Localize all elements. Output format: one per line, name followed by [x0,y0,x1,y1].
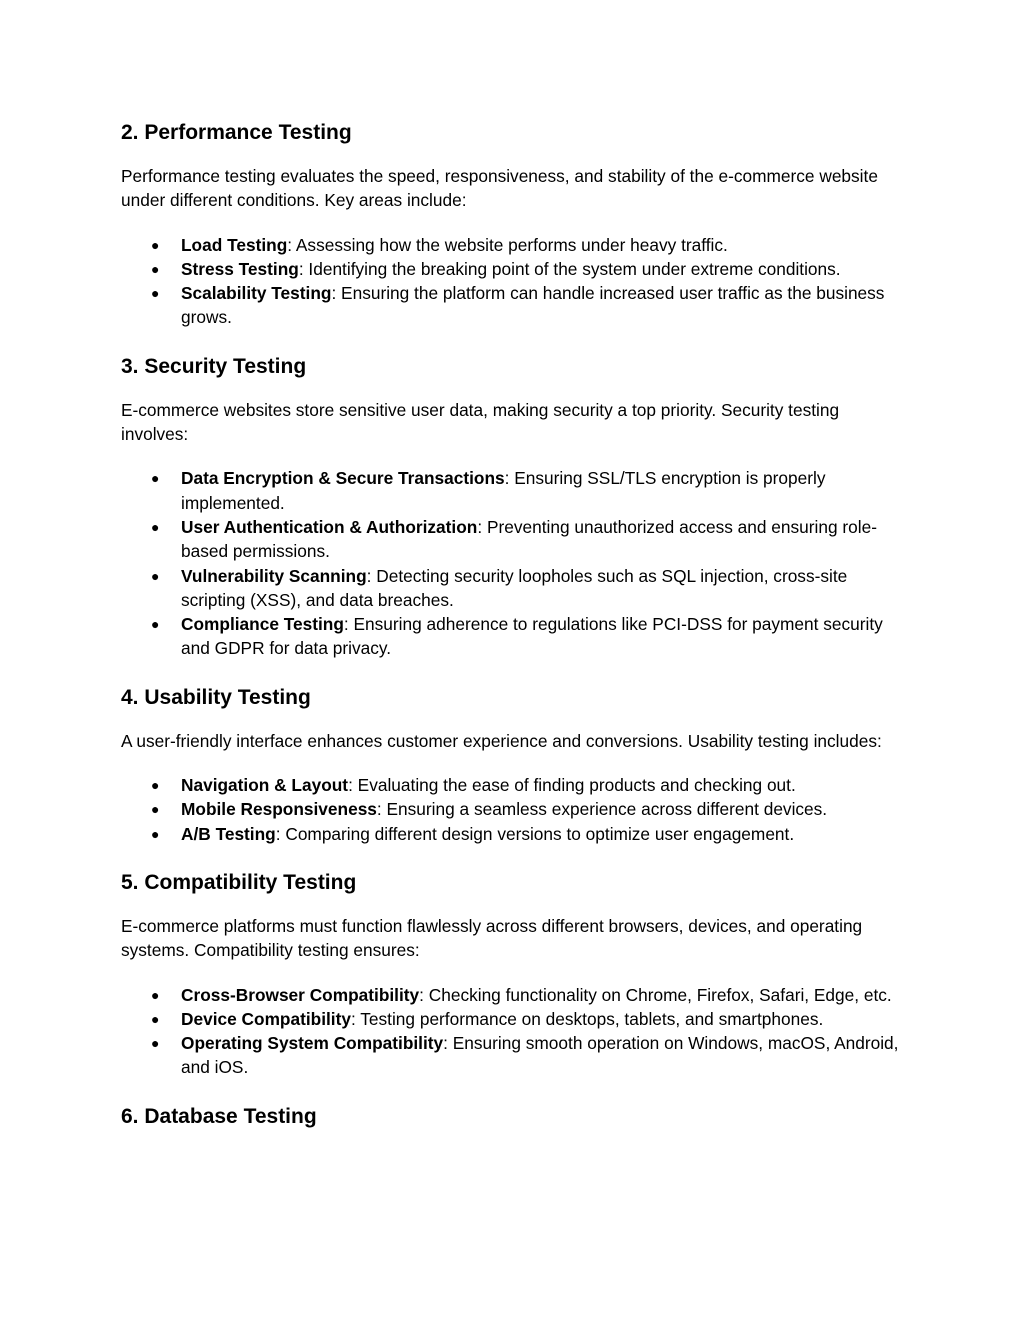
bullet-list [121,773,911,846]
bullet-icon: ● [151,777,160,794]
document-page [121,118,911,1132]
section-performance-testing [121,118,911,330]
item-description: : Ensuring the platform can handle increased user traffic as the business grows. [181,283,885,328]
bullet-icon: ● [151,616,160,633]
section-intro: A user-friendly interface enhances customer experience and conversions. Usability testing includes: [121,730,882,751]
bullet-icon: ● [151,1010,160,1027]
bullet-list [121,233,911,330]
bullet-list [121,983,911,1080]
item-description: : Identifying the breaking point of the system under extreme conditions. [298,258,841,279]
section-intro: E-commerce websites store sensitive user data, making security a top priority. Security testing involves: [121,399,840,445]
item-term: Scalability Testing [181,283,332,304]
list-item [121,822,911,846]
list-item [121,515,911,564]
item-term: Cross-Browser Compatibility [181,984,420,1005]
item-description: : Ensuring a seamless experience across different devices. [376,799,828,820]
list-item [121,466,911,515]
section-intro: Performance testing evaluates the speed, responsiveness, and stability of the e-commerce website under different conditions. Key areas include: [121,166,878,211]
section-heading: 4. Usability Testing [121,685,311,709]
item-description: : Detecting security loopholes such as SQL injection, cross-site scripting (XSS), and data breaches. [181,565,848,610]
list-item [121,773,911,797]
item-description: : Ensuring smooth operation on Windows, macOS, Android, and iOS. [181,1033,899,1078]
bullet-icon: ● [151,518,160,535]
item-term: Data Encryption & Secure Transactions [181,468,505,489]
item-term: Compliance Testing [181,614,344,635]
bullet-icon: ● [151,567,160,584]
item-description: : Evaluating the ease of finding products and checking out. [348,775,796,796]
list-item [121,612,911,661]
bullet-icon: ● [151,825,160,842]
section-heading: 5. Compatibility Testing [121,870,357,894]
section-security-testing [121,352,911,661]
section-heading: 3. Security Testing [121,354,307,378]
bullet-icon: ● [151,986,160,1003]
bullet-list [121,466,911,660]
item-term: Navigation & Layout [181,775,349,796]
list-item [121,797,911,821]
section-heading: 6. Database Testing [121,1104,317,1128]
section-compatibility-testing [121,868,911,1080]
bullet-icon: ● [151,801,160,818]
bullet-icon: ● [151,1035,160,1052]
bullet-icon: ● [151,236,160,253]
list-item [121,257,911,281]
item-term: Stress Testing [181,258,299,279]
list-item [121,1007,911,1031]
list-item [121,564,911,613]
item-description: : Assessing how the website performs under heavy traffic. [287,234,728,255]
bullet-icon: ● [151,260,160,277]
item-description: : Comparing different design versions to optimize user engagement. [275,823,795,844]
list-item [121,281,911,330]
bullet-icon: ● [151,470,160,487]
item-description: : Ensuring adherence to regulations like PCI-DSS for payment security and GDPR for data privacy. [181,614,883,659]
item-description: : Checking functionality on Chrome, Firefox, Safari, Edge, etc. [419,984,892,1005]
list-item [121,1031,911,1080]
section-usability-testing [121,683,911,846]
item-term: Load Testing [181,234,288,255]
section-heading: 2. Performance Testing [121,121,352,144]
bullet-icon: ● [151,285,160,302]
item-term: User Authentication & Authorization [181,516,478,537]
item-term: Mobile Responsiveness [181,799,377,820]
item-term: Vulnerability Scanning [181,565,367,586]
item-term: Operating System Compatibility [181,1033,444,1054]
item-description: : Ensuring SSL/TLS encryption is properly implemented. [181,468,826,513]
section-intro: E-commerce platforms must function flawlessly across different browsers, devices, and operating systems. Compatibility testing ensures: [121,915,863,961]
section-database-testing [121,1102,911,1132]
list-item [121,233,911,257]
item-description: : Testing performance on desktops, tablets, and smartphones. [350,1008,824,1029]
item-term: Device Compatibility [181,1008,351,1029]
list-item [121,983,911,1007]
item-description: : Preventing unauthorized access and ensuring role-based permissions. [181,516,877,562]
item-term: A/B Testing [181,823,276,844]
